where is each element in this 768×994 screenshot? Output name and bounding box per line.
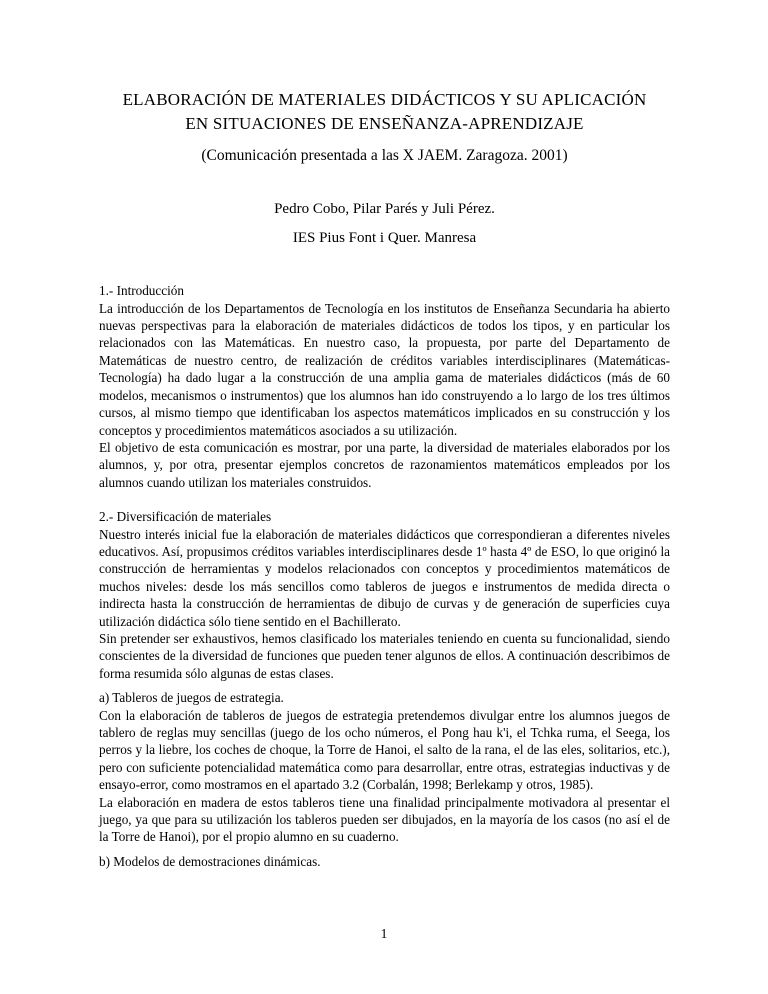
paragraph: La elaboración en madera de estos tableros tiene una finalidad principalmente motivadora al presentar el juego, ya que para su utilización los tableros pueden ser dibujados, en la mayoría de los casos (no así el de la Torre de Hanoi), por el propio alumno en su cuaderno. <box>99 794 670 845</box>
document-subtitle: (Comunicación presentada a las X JAEM. Zaragoza. 2001) <box>201 147 568 165</box>
page-number: 1 <box>380 926 388 941</box>
section-heading-tableros-juegos: a) Tableros de juegos de estrategia. <box>99 690 284 706</box>
section-heading-introduction: 1.- Introducción <box>99 283 184 299</box>
section-introduction <box>99 282 670 491</box>
section-heading-diversificacion: 2.- Diversificación de materiales <box>99 509 272 525</box>
paragraph: El objetivo de esta comunicación es mostrar, por una parte, la diversidad de materiales elaborados por los alumnos, y, por otra, presentar ejemplos concretos de razonamientos matemáticos empleados por los alumnos cuando utilizan los materiales construidos. <box>99 439 670 490</box>
section-tableros-juegos <box>99 689 670 846</box>
paragraph: Con la elaboración de tableros de juegos de estrategia pretendemos divulgar entre los alumnos juegos de tablero de reglas muy sencillas (juego de los ocho números, el Pong hau k'i, el Tchka ruma, el Seega, los perros y la liebre, los coches de choque, la Torre de Hanoi, el salto de la rana, el de las eles, solitarios, etc.), pero con suficiente potencialidad matemática como para desarrollar, entre otras, estrategias inductivas y de ensayo-error, como mostramos en el apartado 3.2 (Corbalán, 1998; Berlekamp y otros, 1985). <box>99 707 670 793</box>
paragraph: Nuestro interés inicial fue la elaboración de materiales didácticos que correspondieran a diferentes niveles educativos. Así, propusimos créditos variables interdisciplinares desde 1º hasta 4º de ESO, lo que originó la construcción de herramientas y modelos relacionados con conceptos y procedimientos matemáticos de muchos niveles: desde los más sencillos como tableros de juegos e instrumentos de medida directa o indirecta hasta la construcción de herramientas de dibujo de curvas y de generación de superficies cuya utilización didáctica sólo tiene sentido en el Bachillerato. <box>99 526 670 629</box>
document-title-line2: EN SITUACIONES DE ENSEÑANZA-APRENDIZAJE <box>185 114 584 134</box>
authors-block <box>99 195 670 252</box>
paragraph: La introducción de los Departamentos de Tecnología en los institutos de Enseñanza Secundaria ha abierto nuevas perspectivas para la elaboración de materiales didácticos de todos los tipos, y en particular los relacionados con las Matemáticas. En nuestro caso, la propuesta, por parte del Departamento de Matemáticas de nuestro centro, de realización de créditos variables interdisciplinares (Matemáticas-Tecnología) ha dado lugar a la construcción de una amplia gama de materiales didácticos (más de 60 modelos, mecanismos o instrumentos) que los alumnos han ido construyendo a lo largo de los tres últimos cursos, al mismo tiempo que identificaban los aspectos matemáticos implicados en su construcción y los conceptos y procedimientos matemáticos asociados a su utilización. <box>99 300 670 438</box>
section-heading-modelos-demostraciones: b) Modelos de demostraciones dinámicas. <box>99 853 321 869</box>
document-title-line1: ELABORACIÓN DE MATERIALES DIDÁCTICOS Y SU APLICACIÓN <box>122 90 647 109</box>
authors: Pedro Cobo, Pilar Parés y Juli Pérez. <box>274 201 495 218</box>
document-title <box>99 88 670 136</box>
section-diversificacion <box>99 508 670 682</box>
paragraph: Sin pretender ser exhaustivos, hemos clasificado los materiales teniendo en cuenta su funcionalidad, siendo conscientes de la diversidad de funciones que pueden tener algunos de ellos. A continuación describimos de forma resumida sólo algunas de estas clases. <box>99 630 670 681</box>
section-modelos-demostraciones <box>99 853 670 870</box>
document-body <box>99 282 670 870</box>
affiliation: IES Pius Font i Quer. Manresa <box>292 229 477 246</box>
